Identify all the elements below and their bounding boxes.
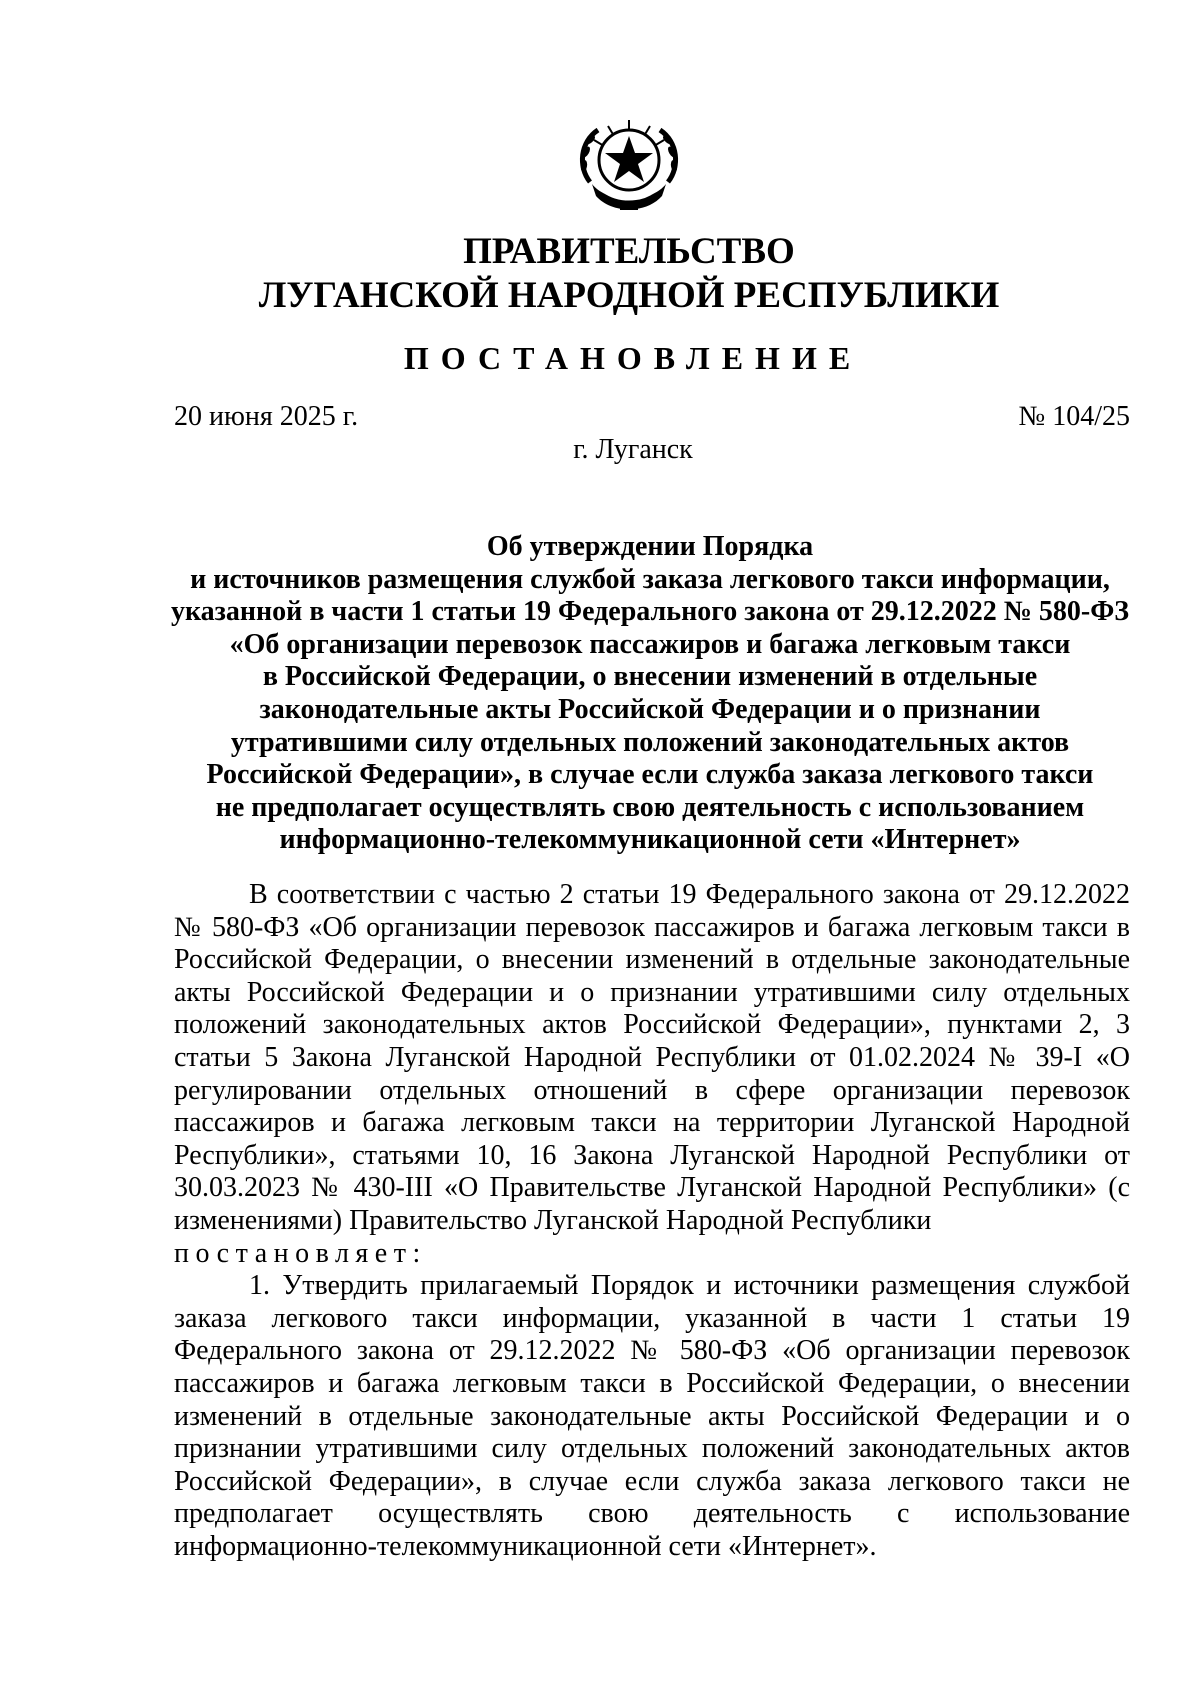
subject-line: информационно-телекоммуникационной сети «Интернет» (279, 824, 1021, 856)
government-title-line-2: ЛУГАНСКОЙ НАРОДНОЙ РЕСПУБЛИКИ (258, 275, 1000, 316)
subject-line: законодательные акты Российской Федерации и о признании (259, 693, 1041, 725)
subject-line: указанной в части 1 статьи 19 Федерального закона от 29.12.2022 № 580-ФЗ (170, 596, 1130, 628)
document-body (174, 879, 1130, 1563)
document-subject (150, 531, 1150, 857)
subject-line: не предполагает осуществлять свою деятельность с использованием (215, 791, 1085, 823)
subject-line: в Российской Федерации, о внесении изменений в отдельные (262, 661, 1038, 693)
document-date: 20 июня 2025 г. (174, 401, 359, 432)
preamble-paragraph: В соответствии с частью 2 статьи 19 Федерального закона от 29.12.2022 № 580-ФЗ «Об организации перевозок пассажиров и багажа легковым такси в Российской Федерации, о внесении изменений в отдельные законодательные акты Российской Федерации и о признании утратившими силу отдельных положений законодательных актов Российской Федерации», пунктами 2, 3 статьи 5 Закона Луганской Народной Республики от 01.02.2024 № 39-I «О регулировании отдельных отношений в сфере организации перевозок пассажиров и багажа легковым такси на территории Луганской Народной Республики», статьями 10, 16 Закона Луганской Народной Республики от 30.03.2023 № 430-III «О Правительстве Луганской Народной Республики» (с изменениями) Правительство Луганской Народной Республики (174, 879, 1130, 1236)
subject-line: Российской Федерации», в случае если служба заказа легкового такси (206, 759, 1094, 791)
resolves-text: постановляет: (174, 1237, 427, 1269)
government-title (29, 230, 1200, 318)
item-1-paragraph: 1. Утвердить прилагаемый Порядок и источники размещения службой заказа легкового такси информации, указанной в части 1 статьи 19 Федерального закона от 29.12.2022 № 580-ФЗ «Об организации перевозок пассажиров и багажа легковым такси в Российской Федерации, о внесении изменений в отдельные законодательные акты Российской Федерации и о признании утратившими силу отдельных положений законодательных актов Российской Федерации», в случае если служба заказа легкового такси не предполагает осуществлять свою деятельность с использование информационно-телекоммуникационной сети «Интернет». (174, 1270, 1130, 1562)
government-title-line-1: ПРАВИТЕЛЬСТВО (463, 231, 795, 272)
document-type: ПОСТАНОВЛЕНИЕ (403, 340, 863, 376)
subject-line: «Об организации перевозок пассажиров и багажа легковым такси (229, 628, 1071, 660)
document-city: г. Луганск (573, 434, 693, 465)
coat-of-arms-icon (568, 112, 690, 216)
document-number: № 104/25 (1018, 401, 1130, 432)
subject-line: утратившими силу отдельных положений законодательных актов (230, 726, 1070, 758)
subject-line: Об утверждении Порядка (486, 531, 814, 562)
subject-line: и источников размещения службой заказа легкового такси информации, (190, 563, 1110, 595)
